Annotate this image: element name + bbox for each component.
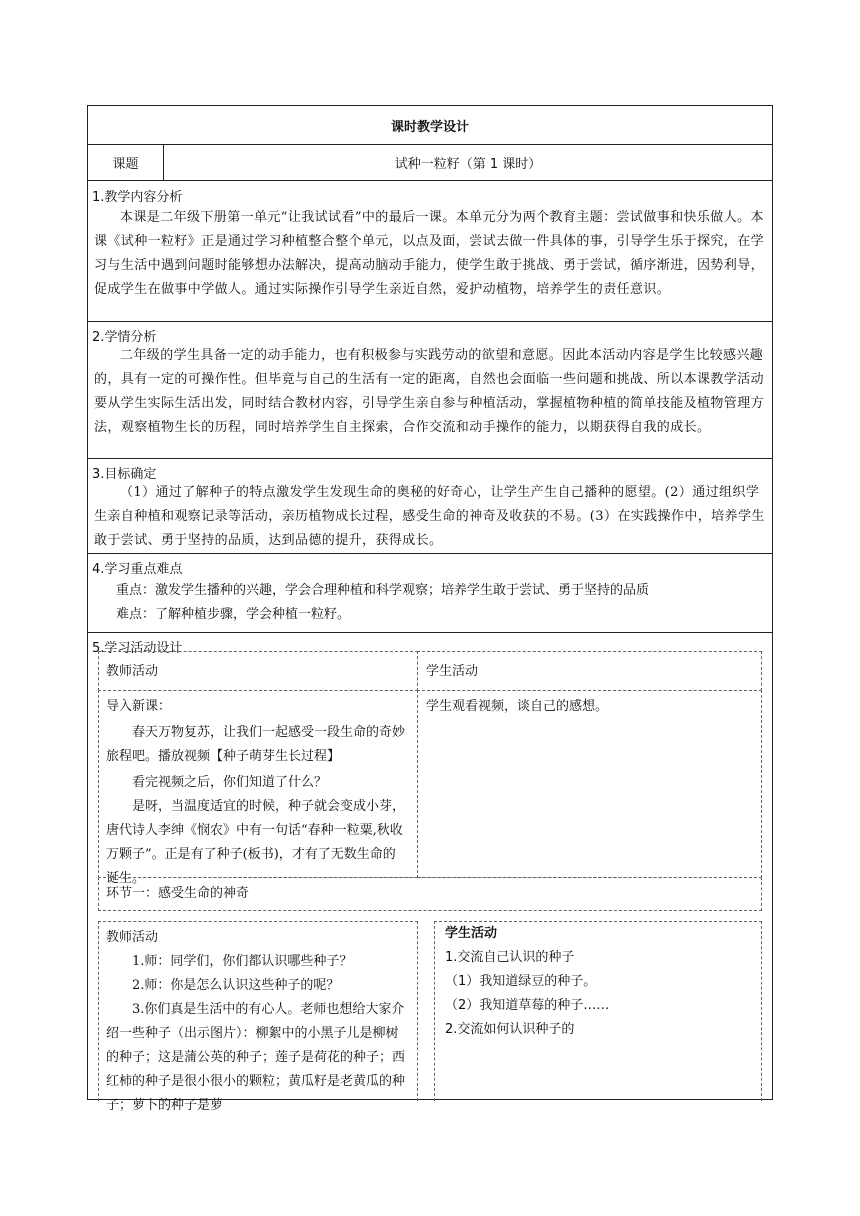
section-text: 二年级的学生具备一定的动手能力，也有积极参与实践劳动的欲望和意愿。因此本活动内容是学生比较感兴趣的，具有一定的可操作性。但毕竟与自己的生活有一定的距离，自然也会面临一些问题和挑战、所以本课教学活动要从学生实际生活出发，同时结合教材内容，引导学生亲自参与种植活动，掌握植物种植的简单技能及植物管理方法，观察植物生长的历程，同时培养学生自主探索，合作交流和动手操作的能力，以期获得自我的成长。 [94, 348, 765, 435]
part1-teacher-item: 1.师：同学们，你们都认识哪些种子？ [132, 954, 353, 969]
section-heading: 1.教学内容分析 [92, 190, 183, 205]
section-heading: 3.目标确定 [92, 467, 157, 482]
part1-teacher-item: 2.师：你是怎么认识这些种子的呢？ [132, 978, 340, 993]
intro-student-text: 学生观看视频，谈自己的感想。 [426, 699, 609, 714]
part1-student-item: 1.交流自己认识的种子 [445, 950, 575, 965]
part1-student-item: （1）我知道绿豆的种子。 [445, 974, 597, 989]
section-student-analysis [88, 322, 772, 459]
intro-student-cell [417, 690, 762, 878]
table-title-text: 课时教学设计 [390, 119, 469, 135]
table-title [88, 106, 772, 145]
section-content-analysis [88, 181, 772, 322]
part1-student-label: 学生活动 [445, 926, 498, 941]
student-header: 学生活动 [426, 664, 479, 679]
section-heading: 2.学情分析 [92, 330, 157, 345]
link-title: 环节一：感受生命的神奇 [106, 886, 250, 901]
lesson-design-table [87, 105, 773, 1113]
part1-student-item: （2）我知道草莓的种子…… [445, 998, 610, 1013]
student-header-cell [417, 651, 762, 691]
section-activities [88, 633, 772, 1113]
topic-row [88, 145, 772, 181]
section-heading: 4.学习重点难点 [92, 562, 183, 577]
intro-teacher-cell [98, 690, 418, 886]
part1-student-item: 2.交流如何认识种子的 [445, 1022, 575, 1037]
section-objectives [88, 459, 772, 554]
intro-paragraph: 看完视频之后，你们知道了什么？ [132, 775, 328, 790]
intro-paragraph: 春天万物复苏，让我们一起感受一段生命的奇妙旅程吧。播放视频【种子萌芽生长过程】 [106, 725, 406, 764]
intro-label: 导入新课： [106, 699, 172, 714]
intro-paragraph: 是呀，当温度适宜的时候，种子就会变成小芽，唐代诗人李绅《悯农》中有一句话“春种一粒粟,秋收万颗子”。正是有了种子(板书)，才有了无数生命的诞生。 [106, 799, 406, 886]
part1-teacher-label: 教师活动 [106, 930, 159, 945]
part1-teacher-cell [98, 921, 418, 1113]
link-row [98, 877, 762, 911]
section-heading: 5.学习活动设计 [92, 641, 183, 656]
difficulty-text: 难点：了解种植步骤，学会种植一粒籽。 [116, 607, 351, 622]
section-text: 本课是二年级下册第一单元“让我试试看”中的最后一课。本单元分为两个教育主题：尝试做事和快乐做人。本课《试种一粒籽》正是通过学习种植整合整个单元，以点及面，尝试去做一件具体的事，引导学生乐于探究，在学习与生活中遇到问题时能够想办法解决，提高动脑动手能力，使学生敢于挑战、勇于尝试，循序渐进，因势利导，促成学生在做事中学做人。通过实际操作引导学生亲近自然，爱护动植物，培养学生的责任意识。 [94, 210, 765, 297]
section-text: （1）通过了解种子的特点激发学生发现生命的奥秘的好奇心，让学生产生自己播种的愿望。(2）通过组织学生亲自种植和观察记录等活动，亲历植物成长过程，感受生命的神奇及收获的不易。(3）在实践操作中，培养学生敢于尝试、勇于坚持的品质，达到品德的提升，获得成长。 [94, 485, 765, 548]
key-point-text: 重点：激发学生播种的兴趣，学会合理种植和科学观察；培养学生敢于尝试、勇于坚持的品质 [116, 583, 650, 598]
part1-student-cell [434, 921, 762, 1101]
teacher-header-cell [98, 651, 418, 691]
teacher-header: 教师活动 [106, 664, 159, 679]
topic-value: 试种一粒籽（第 1 课时） [394, 157, 542, 172]
part1-teacher-item: 3.你们真是生活中的有心人。老师也想给大家介绍一些种子（出示图片）：柳絮中的小黑子儿是柳树的种子；这是蒲公英的种子；莲子是荷花的种子；西红柿的种子是很小很小的颗粒；黄瓜籽是老黄瓜的种子；萝卜的种子是萝 [106, 1002, 406, 1113]
section-key-points [88, 554, 772, 633]
topic-label: 课题 [88, 145, 164, 180]
